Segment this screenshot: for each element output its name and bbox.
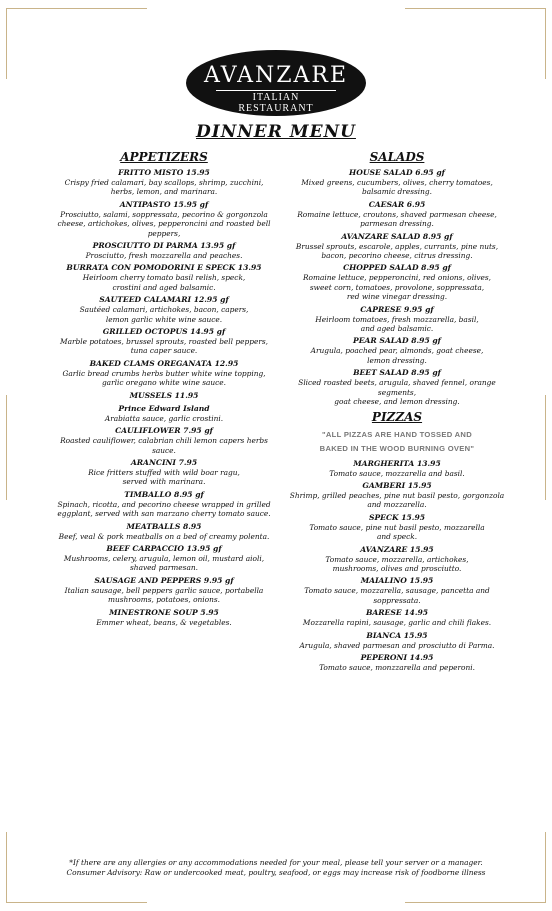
menu-item-description: Tomato sauce, mozzarella, sausage, pancetta and bbox=[304, 586, 490, 596]
menu-item bbox=[285, 368, 509, 406]
menu-item bbox=[285, 232, 509, 261]
pizza-note: "ALL PIZZAS ARE HAND TOSSED AND BAKED IN THE WOOD BURNING OVEN" bbox=[319, 429, 475, 453]
menu-item-description: lemon garlic white wine sauce. bbox=[105, 314, 223, 324]
menu-title: DINNER MENU bbox=[196, 122, 356, 142]
menu-item-name: CAESAR 6.95 bbox=[368, 199, 426, 209]
menu-item bbox=[42, 295, 286, 324]
menu-item-description: garlic oregano white wine sauce. bbox=[101, 378, 227, 388]
menu-item-name: FRITTO MISTO 15.95 bbox=[118, 168, 210, 177]
menu-item-name: GRILLED OCTOPUS 14.95 gf bbox=[102, 327, 226, 337]
menu-item-description: Emmer wheat, beans, & vegetables. bbox=[96, 617, 232, 627]
menu-item-description: Beef, veal & pork meatballs on a bed of creamy polenta. bbox=[58, 531, 270, 541]
menu-item-description: sauce. bbox=[152, 445, 176, 455]
ornament-left bbox=[6, 395, 17, 500]
menu-item-name: PEAR SALAD 8.95 gf bbox=[353, 336, 441, 346]
menu-item-description: and speck. bbox=[376, 532, 418, 542]
menu-item-name: GAMBERI 15.95 bbox=[362, 480, 432, 490]
menu-item-description: and mozzarella. bbox=[367, 500, 427, 510]
menu-item-name: CAPRESE 9.95 gf bbox=[360, 304, 434, 314]
menu-item bbox=[42, 327, 286, 356]
menu-item-description: tuna caper sauce. bbox=[130, 346, 198, 356]
menu-item-description: sweet corn, tomatoes, provolone, soppressata, bbox=[309, 282, 485, 292]
menu-item-description: Roasted cauliflower, calabrian chili lemon capers herbs bbox=[60, 436, 268, 446]
menu-item-description: Arabiatta sauce, garlic crostini. bbox=[104, 413, 224, 423]
menu-item-description: Garlic bread crumbs herbs butter white wine topping, bbox=[62, 368, 266, 378]
menu-item-description: Prosciutto, fresh mozzarella and peaches. bbox=[85, 251, 243, 261]
menu-item-name: HOUSE SALAD 6.95 gf bbox=[349, 168, 445, 177]
menu-item-description: cheese, artichokes, olives, pepperoncini and roasted bell bbox=[57, 219, 271, 229]
restaurant-tagline: ITALIAN RESTAURANT bbox=[216, 90, 336, 114]
menu-item-description: Romaine lettuce, croutons, shaved parmesan cheese, bbox=[297, 209, 497, 219]
appetizers-heading: APPETIZERS bbox=[120, 150, 208, 164]
menu-item-name: PROSCIUTTO DI PARMA 13.95 gf bbox=[92, 241, 236, 251]
menu-item-description: Brussel sprouts, escarole, apples, currants, pine nuts, bbox=[295, 241, 499, 251]
menu-item bbox=[42, 241, 286, 260]
menu-item-description: Rice fritters stuffed with wild boar ragu, bbox=[88, 467, 240, 477]
ornament-top-left bbox=[6, 8, 147, 79]
menu-item-name: Prince Edward Island bbox=[118, 403, 210, 413]
menu-item-description: crostini and aged balsamic. bbox=[112, 282, 216, 292]
menu-item-description: Crispy fried calamari, bay scallops, shrimp, zucchini, bbox=[64, 178, 264, 187]
menu-item-description: Mozzarella rapini, sausage, garlic and chili flakes. bbox=[302, 618, 492, 628]
menu-item bbox=[42, 490, 286, 519]
menu-item bbox=[285, 513, 509, 542]
menu-item-name: SAUTEED CALAMARI 12.95 gf bbox=[99, 295, 229, 305]
menu-item-description: goat cheese, and lemon dressing. bbox=[334, 397, 460, 407]
menu-item bbox=[285, 305, 509, 334]
restaurant-logo bbox=[186, 50, 366, 116]
menu-item-description: Sautéed calamari, artichokes, bacon, capers, bbox=[79, 305, 249, 315]
menu-item-description: Romaine lettuce, pepperoncini, red onions, olives, bbox=[302, 273, 492, 283]
menu-item bbox=[42, 404, 286, 423]
menu-item bbox=[285, 336, 509, 365]
menu-item bbox=[42, 576, 286, 605]
menu-item-description: eggplant, served with san marzano cherry tomato sauce. bbox=[57, 509, 271, 519]
menu-item-description: Mushrooms, celery, arugula, lemon oil, mustard aioli, bbox=[63, 553, 265, 563]
ornament-right bbox=[535, 395, 546, 500]
menu-item-description: mushrooms, potatoes, onions. bbox=[107, 595, 221, 605]
menu-item-description: lemon dressing. bbox=[367, 355, 427, 365]
menu-item-description: mushrooms, olives and prosciutto. bbox=[332, 563, 462, 573]
menu-item bbox=[285, 631, 509, 650]
menu-item-description: parmesan dressing. bbox=[360, 219, 434, 229]
menu-item-description: Shrimp, grilled peaches, pine nut basil pesto, gorgonzola bbox=[289, 490, 505, 500]
appetizers-column bbox=[42, 150, 286, 630]
menu-item bbox=[285, 168, 509, 197]
menu-item-name: BEET SALAD 8.95 gf bbox=[353, 368, 441, 378]
menu-item-name: PEPERONI 14.95 bbox=[360, 652, 434, 662]
restaurant-name: AVANZARE bbox=[203, 63, 349, 88]
menu-item-description: Sliced roasted beets, arugula, shaved fennel, orange segments, bbox=[298, 378, 496, 397]
menu-item bbox=[42, 359, 286, 388]
menu-item bbox=[285, 200, 509, 229]
menu-item-description: Prosciutto, salami, soppressata, pecorino & gorgonzola bbox=[60, 209, 268, 219]
menu-item-description: herbs, lemon, and marinara. bbox=[110, 187, 218, 197]
menu-item-name: BAKED CLAMS OREGANATA 12.95 bbox=[89, 358, 239, 368]
menu-item-name: BEEF CARPACCIO 13.95 gf bbox=[106, 543, 222, 553]
menu-item-description: bacon, pecorino cheese, citrus dressing. bbox=[321, 251, 473, 261]
menu-item-description: served with marinara. bbox=[122, 477, 206, 487]
pizzas-heading: PIZZAS bbox=[371, 409, 423, 424]
menu-item-description: Heirloom tomatoes, fresh mozzarella, basil, bbox=[315, 314, 479, 324]
menu-item-name: MAIALINO 15.95 bbox=[360, 576, 434, 586]
ornament-top-right bbox=[405, 8, 546, 79]
menu-item bbox=[285, 459, 509, 478]
menu-item-description: Arugula, shaved parmesan and prosciutto di Parma. bbox=[299, 640, 495, 650]
menu-item bbox=[42, 608, 286, 627]
footer-disclaimer: *If there are any allergies or any accommodations needed for your meal, please tell your server or a manager. Consumer Advisory: Raw or undercooked meat, poultry, seafood, or eggs may increase risk of foodborne illness bbox=[66, 858, 486, 877]
menu-item-description: Heirloom cherry tomato basil relish, speck, bbox=[82, 273, 246, 283]
menu-item-description: Italian sausage, bell peppers garlic sauce, portabella bbox=[64, 585, 264, 595]
menu-item-description: Tomato sauce, pine nut basil pesto, mozzarella bbox=[309, 522, 485, 532]
menu-item-description: Tomato sauce, mozzarella, artichokes, bbox=[325, 554, 469, 564]
menu-item bbox=[42, 544, 286, 573]
menu-item-description: balsamic dressing. bbox=[362, 187, 432, 197]
menu-item bbox=[285, 653, 509, 672]
menu-item bbox=[42, 458, 286, 487]
menu-item-description: red wine vinegar dressing. bbox=[346, 292, 448, 302]
menu-item-name: BURRATA CON POMODORINI E SPECK 13.95 bbox=[66, 263, 262, 273]
menu-item-description: shaved parmesan. bbox=[130, 563, 198, 573]
menu-item bbox=[42, 391, 286, 401]
menu-item-description: Spinach, ricotta, and pecorino cheese wrapped in grilled bbox=[57, 499, 271, 509]
menu-item bbox=[285, 545, 509, 574]
menu-item bbox=[285, 608, 509, 627]
menu-item-description: Arugula, poached pear, almonds, goat cheese, bbox=[310, 346, 484, 356]
menu-item-name: BIANCA 15.95 bbox=[366, 630, 428, 640]
menu-item-name: AVANZARE 15.95 bbox=[360, 544, 434, 554]
menu-item bbox=[42, 522, 286, 541]
menu-item-description: Tomato sauce, monzzarella and peperoni. bbox=[319, 662, 475, 672]
menu-item bbox=[285, 481, 509, 510]
menu-item bbox=[285, 576, 509, 605]
menu-item-name: MEATBALLS 8.95 bbox=[126, 521, 202, 531]
menu-item-name: ARANCINI 7.95 bbox=[130, 457, 198, 467]
menu-item bbox=[285, 263, 509, 301]
menu-item-name: CHOPPED SALAD 8.95 gf bbox=[343, 263, 451, 273]
menu-item bbox=[42, 263, 286, 292]
menu-item-description: soppressata. bbox=[373, 595, 421, 605]
menu-item bbox=[42, 426, 286, 455]
menu-item-name: TIMBALLO 8.95 gf bbox=[124, 489, 204, 499]
salads-pizzas-column bbox=[285, 150, 509, 675]
menu-item-name: CAULIFLOWER 7.95 gf bbox=[115, 426, 213, 436]
menu-item-description: Mixed greens, cucumbers, olives, cherry tomatoes, bbox=[301, 178, 493, 187]
menu-item-name: SPECK 15.95 bbox=[368, 512, 426, 522]
menu-item-name: MUSSELS 11.95 bbox=[129, 390, 199, 400]
menu-item-name: BARESE 14.95 bbox=[365, 608, 429, 618]
menu-item bbox=[42, 168, 286, 197]
menu-item-description: Tomato sauce, mozzarella and basil. bbox=[329, 468, 465, 478]
menu-item-name: MINESTRONE SOUP 5.95 bbox=[109, 607, 219, 617]
menu-item-description: and aged balsamic. bbox=[360, 324, 434, 334]
salads-heading: SALADS bbox=[369, 150, 425, 164]
menu-item-description: Marble potatoes, brussel sprouts, roasted bell peppers, bbox=[60, 337, 268, 347]
menu-item-name: ANTIPASTO 15.95 gf bbox=[119, 199, 209, 209]
menu-item-name: MARGHERITA 13.95 bbox=[353, 458, 441, 468]
menu-item-name: AVANZARE SALAD 8.95 gf bbox=[341, 231, 453, 241]
menu-item-description: peppers, bbox=[147, 228, 181, 238]
menu-item bbox=[42, 200, 286, 238]
menu-item-name: SAUSAGE AND PEPPERS 9.95 gf bbox=[94, 575, 234, 585]
